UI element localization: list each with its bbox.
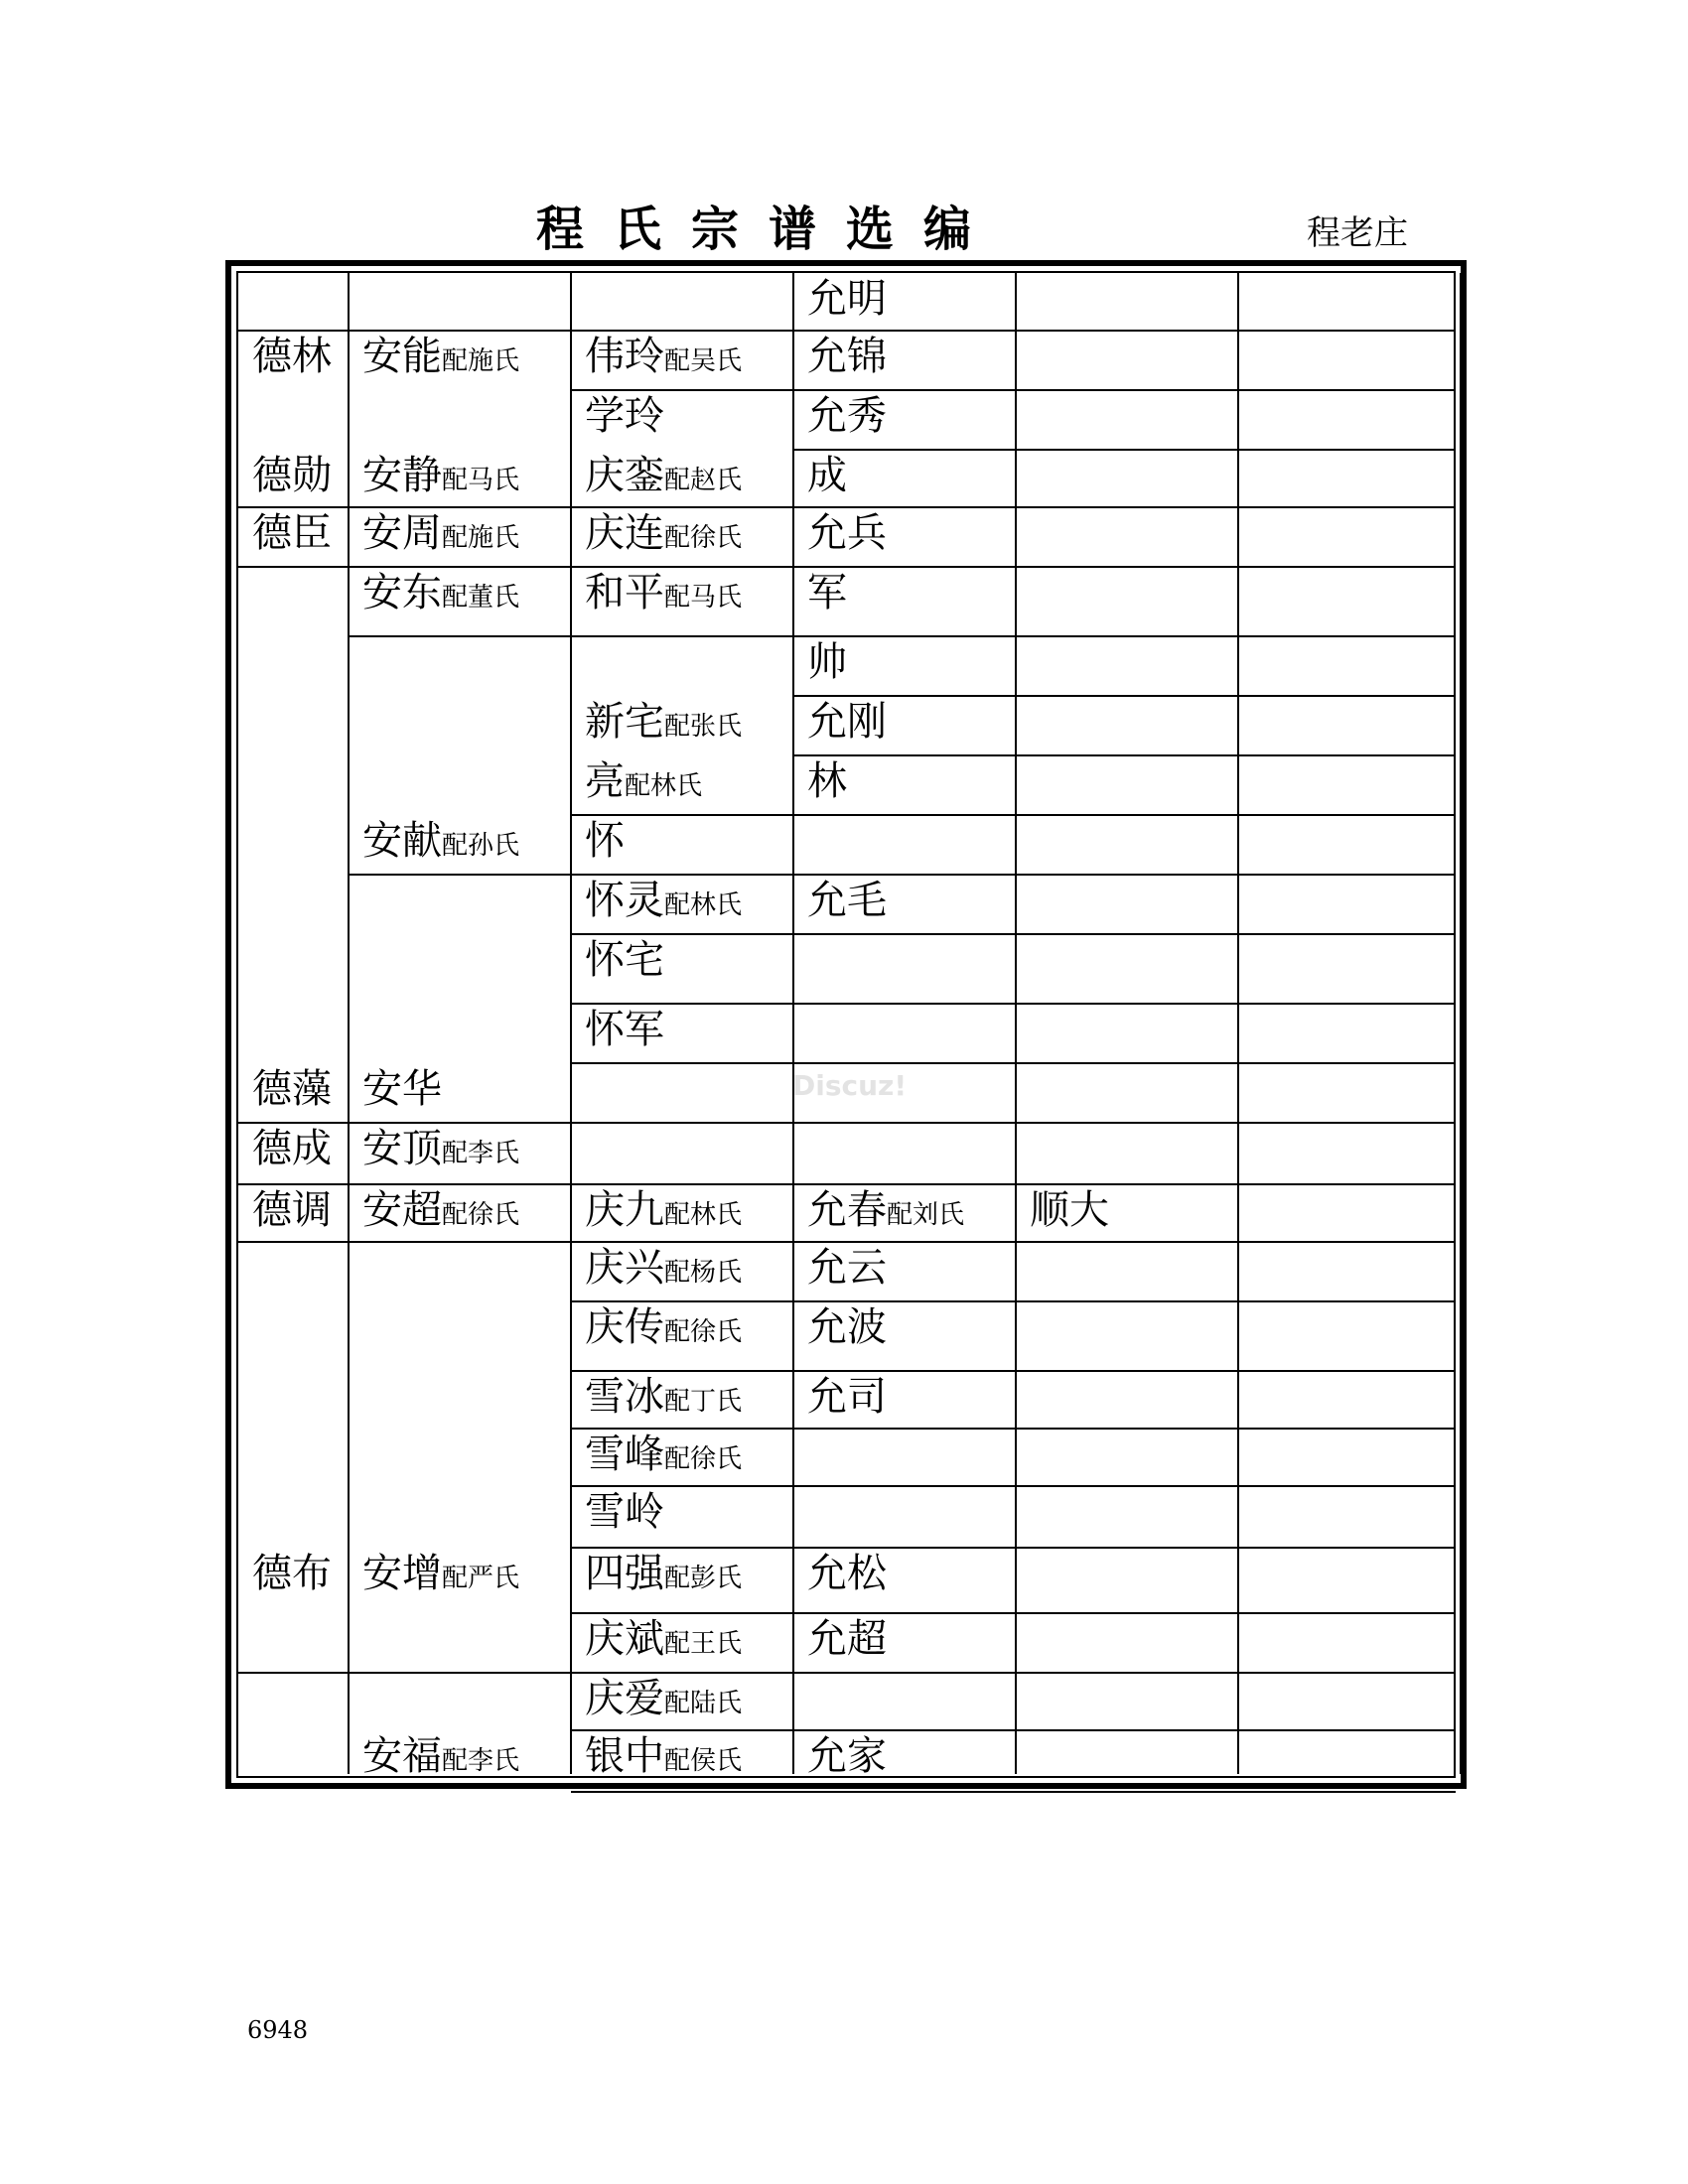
spouse-name: 配马氏	[442, 466, 520, 495]
row-divider	[571, 1791, 1456, 1793]
row-divider	[238, 1241, 1456, 1243]
person-name: 军	[807, 570, 847, 615]
village-name: 程老庄	[1307, 213, 1408, 253]
person-name: 雪峰	[585, 1432, 664, 1477]
person-entry	[807, 1188, 964, 1232]
spouse-name: 配王氏	[664, 1629, 743, 1659]
person-entry	[807, 335, 887, 378]
person-name: 允明	[807, 276, 887, 322]
person-entry	[585, 819, 625, 863]
person-name: 怀宅	[585, 937, 664, 983]
person-name: 学玲	[585, 393, 664, 439]
column-divider-2	[570, 273, 572, 1774]
person-name: 安东	[362, 570, 442, 615]
spouse-name: 配杨氏	[664, 1258, 743, 1288]
person-entry	[585, 1552, 742, 1595]
person-name: 庆爱	[585, 1676, 664, 1721]
person-entry	[585, 335, 742, 378]
person-name: 德藻	[252, 1066, 332, 1112]
person-entry	[252, 1067, 332, 1111]
person-name: 安顶	[362, 1126, 442, 1171]
person-entry	[585, 454, 742, 497]
person-entry	[807, 700, 887, 744]
person-entry	[252, 454, 332, 497]
spouse-name: 配孙氏	[442, 831, 520, 861]
person-entry	[362, 1734, 519, 1778]
row-divider	[571, 389, 1456, 391]
person-name: 允司	[807, 1374, 887, 1420]
person-name: 伟玲	[585, 334, 664, 379]
undefined	[1460, 273, 1462, 1774]
page-title: 程氏宗谱选编	[536, 202, 1002, 257]
person-name: 德勋	[252, 453, 332, 498]
person-name: 允秀	[807, 393, 887, 439]
genealogy-table	[225, 260, 1467, 1789]
person-name: 银中	[585, 1733, 664, 1779]
person-entry	[585, 511, 742, 555]
person-entry	[807, 571, 847, 614]
person-entry	[807, 394, 887, 438]
person-name: 允超	[807, 1616, 887, 1662]
person-entry	[585, 1677, 742, 1720]
person-entry	[585, 1433, 742, 1476]
person-entry	[807, 759, 847, 803]
person-entry	[585, 1008, 664, 1051]
spouse-name: 配徐氏	[442, 1200, 520, 1230]
person-name: 庆銮	[585, 453, 664, 498]
person-entry	[252, 1188, 332, 1232]
row-divider	[238, 330, 1456, 332]
row-divider	[571, 1300, 1456, 1302]
row-divider	[571, 1003, 1456, 1005]
column-divider-5	[1237, 273, 1239, 1774]
person-name: 德林	[252, 334, 332, 379]
person-name: 亮	[585, 758, 625, 804]
person-name: 顺大	[1030, 1187, 1109, 1233]
person-entry	[252, 511, 332, 555]
person-entry	[807, 277, 887, 321]
row-divider	[793, 449, 1456, 451]
column-divider-1	[348, 273, 350, 1774]
spouse-name: 配李氏	[442, 1139, 520, 1168]
person-entry	[807, 1552, 887, 1595]
spouse-name: 配李氏	[442, 1746, 520, 1776]
person-name: 允刚	[807, 699, 887, 745]
row-divider	[238, 566, 1456, 568]
person-name: 德布	[252, 1551, 332, 1596]
spouse-name: 配马氏	[664, 583, 743, 613]
person-entry	[585, 1617, 742, 1661]
person-name: 允锦	[807, 334, 887, 379]
spouse-name: 配赵氏	[664, 466, 743, 495]
spouse-name: 配施氏	[442, 346, 520, 376]
person-entry	[585, 700, 742, 744]
person-name: 成	[807, 453, 847, 498]
row-divider	[571, 1612, 1456, 1614]
spouse-name: 配刘氏	[887, 1200, 965, 1230]
person-name: 和平	[585, 570, 664, 615]
row-divider	[571, 814, 1456, 816]
person-name: 庆连	[585, 510, 664, 556]
person-name: 林	[807, 758, 847, 804]
person-name: 德调	[252, 1187, 332, 1233]
row-divider	[238, 1122, 1456, 1124]
person-entry	[362, 454, 519, 497]
person-name: 允松	[807, 1551, 887, 1596]
person-entry	[807, 1617, 887, 1661]
person-entry	[362, 1127, 519, 1170]
spouse-name: 配侯氏	[664, 1746, 743, 1776]
person-name: 安献	[362, 818, 442, 864]
row-divider	[238, 1183, 1456, 1185]
spouse-name: 配丁氏	[664, 1387, 743, 1417]
row-divider	[349, 874, 1456, 876]
person-name: 庆斌	[585, 1616, 664, 1662]
person-name: 安华	[362, 1066, 442, 1112]
row-divider	[571, 1485, 1456, 1487]
person-name: 安能	[362, 334, 442, 379]
person-entry	[1030, 1188, 1109, 1232]
person-entry	[807, 1305, 887, 1349]
person-name: 庆传	[585, 1304, 664, 1350]
row-divider	[571, 1370, 1456, 1372]
row-divider	[793, 754, 1456, 756]
spouse-name: 配吴氏	[664, 346, 743, 376]
column-divider-3	[792, 273, 794, 1774]
person-name: 雪冰	[585, 1374, 664, 1420]
row-divider	[571, 1428, 1456, 1430]
person-entry	[585, 1375, 742, 1419]
person-entry	[362, 1067, 442, 1111]
spouse-name: 配陆氏	[664, 1689, 743, 1718]
row-divider	[571, 1062, 1456, 1064]
row-divider	[571, 933, 1456, 935]
person-entry	[807, 640, 847, 684]
person-entry	[807, 454, 847, 497]
person-entry	[807, 879, 887, 922]
person-name: 怀灵	[585, 878, 664, 923]
person-entry	[362, 819, 519, 863]
spouse-name: 配徐氏	[664, 1317, 743, 1347]
person-name: 安静	[362, 453, 442, 498]
spouse-name: 配林氏	[664, 890, 743, 920]
person-entry	[585, 879, 742, 922]
spouse-name: 配徐氏	[664, 1444, 743, 1474]
person-name: 德臣	[252, 510, 332, 556]
person-entry	[585, 1305, 742, 1349]
spouse-name: 配严氏	[442, 1564, 520, 1593]
person-name: 允兵	[807, 510, 887, 556]
spouse-name: 配徐氏	[664, 523, 743, 553]
person-name: 允云	[807, 1245, 887, 1291]
person-entry	[362, 511, 519, 555]
watermark: Discuz!	[792, 1069, 908, 1102]
person-name: 德成	[252, 1126, 332, 1171]
person-entry	[585, 1734, 742, 1778]
spouse-name: 配董氏	[442, 583, 520, 613]
person-name: 四强	[585, 1551, 664, 1596]
person-name: 怀	[585, 818, 625, 864]
person-name: 庆九	[585, 1187, 664, 1233]
row-divider	[238, 1672, 1456, 1674]
row-divider	[238, 506, 1456, 508]
person-entry	[252, 1127, 332, 1170]
genealogy-grid	[236, 271, 1456, 1778]
person-name: 允春	[807, 1187, 887, 1233]
person-entry	[585, 1246, 742, 1290]
person-entry	[807, 1375, 887, 1419]
person-entry	[585, 1490, 664, 1534]
person-name: 怀军	[585, 1007, 664, 1052]
person-entry	[807, 1246, 887, 1290]
person-entry	[362, 1188, 519, 1232]
person-name: 安福	[362, 1733, 442, 1779]
spouse-name: 配张氏	[664, 712, 743, 742]
row-divider	[571, 1547, 1456, 1549]
person-name: 安超	[362, 1187, 442, 1233]
row-divider	[349, 635, 1456, 637]
person-name: 允家	[807, 1733, 887, 1779]
person-entry	[252, 335, 332, 378]
spouse-name: 配彭氏	[664, 1564, 743, 1593]
person-entry	[585, 938, 664, 982]
person-name: 帅	[807, 639, 847, 685]
row-divider	[793, 695, 1456, 697]
person-name: 雪岭	[585, 1489, 664, 1535]
person-entry	[585, 759, 702, 803]
person-name: 庆兴	[585, 1245, 664, 1291]
person-name: 新宅	[585, 699, 664, 745]
column-divider-4	[1015, 273, 1017, 1774]
row-divider	[571, 1729, 1456, 1731]
spouse-name: 配林氏	[664, 1200, 743, 1230]
spouse-name: 配施氏	[442, 523, 520, 553]
person-name: 安周	[362, 510, 442, 556]
person-entry	[585, 571, 742, 614]
person-entry	[362, 1552, 519, 1595]
person-entry	[362, 571, 519, 614]
person-entry	[252, 1552, 332, 1595]
person-entry	[585, 1188, 742, 1232]
person-name: 允毛	[807, 878, 887, 923]
spouse-name: 配林氏	[625, 771, 703, 801]
person-name: 安增	[362, 1551, 442, 1596]
person-entry	[807, 1734, 887, 1778]
page-number: 6948	[247, 2016, 309, 2044]
person-entry	[807, 511, 887, 555]
person-name: 允波	[807, 1304, 887, 1350]
person-entry	[362, 335, 519, 378]
person-entry	[585, 394, 664, 438]
